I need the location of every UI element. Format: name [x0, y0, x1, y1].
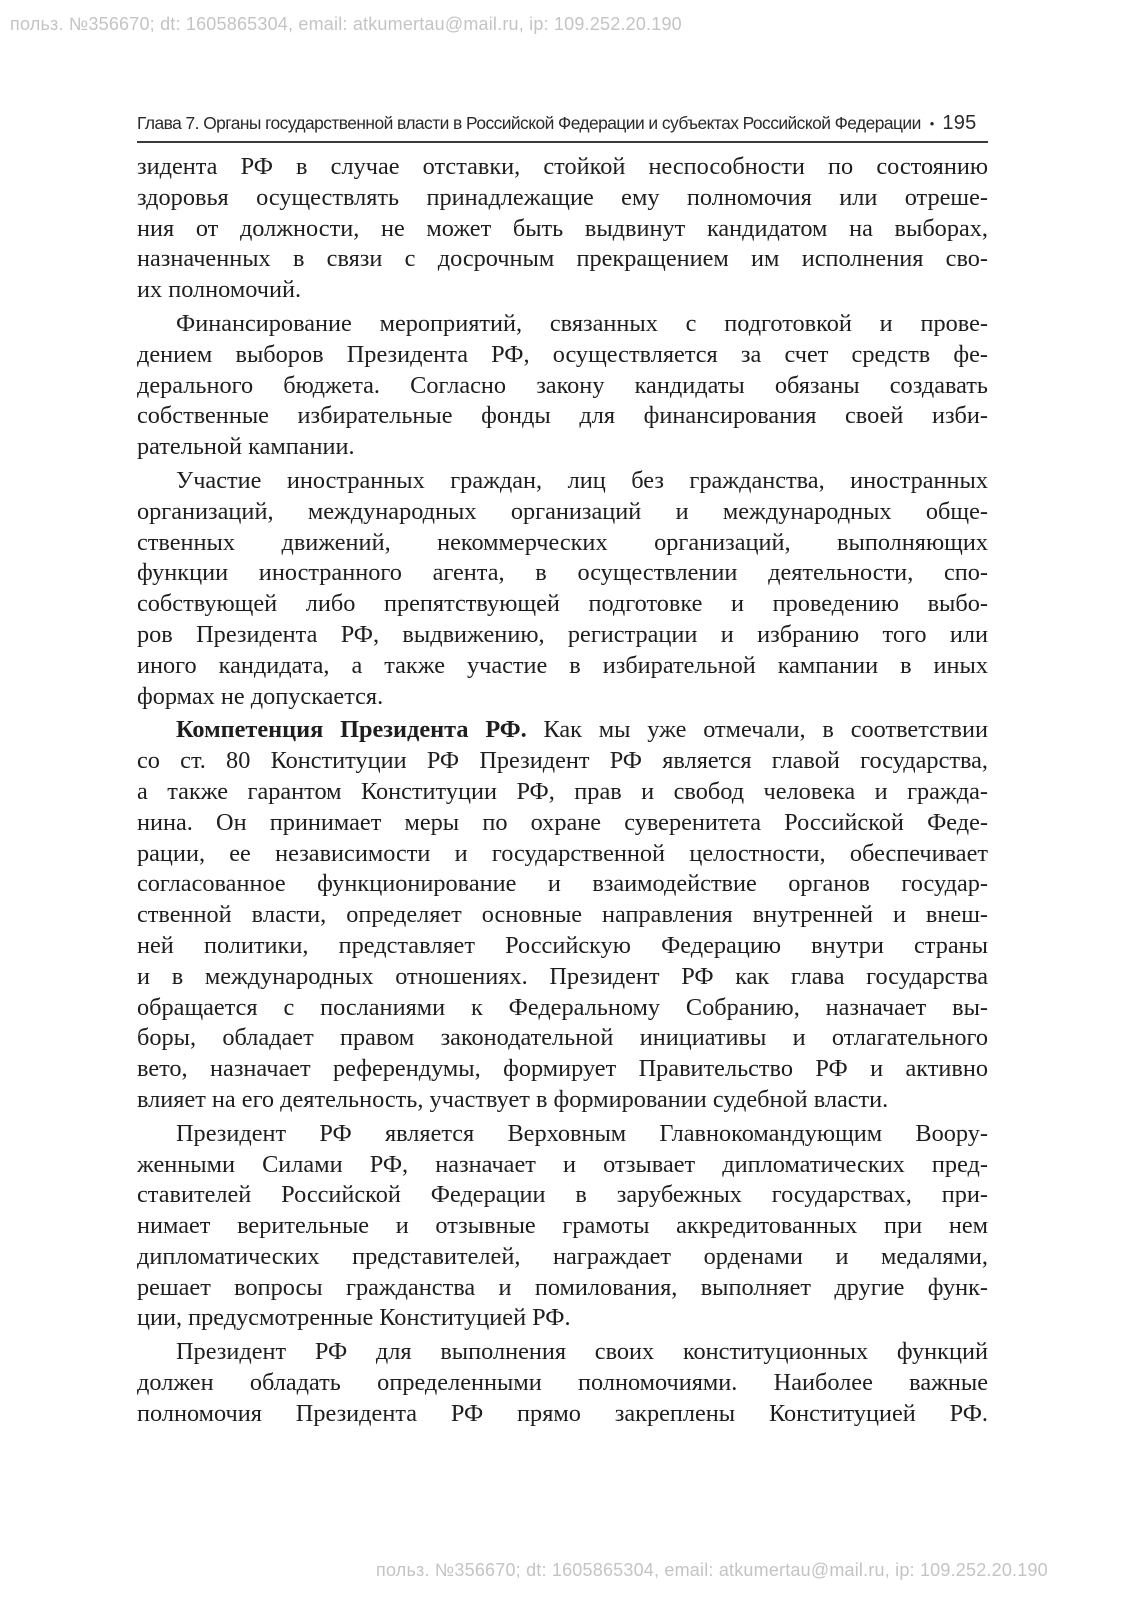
watermark-bottom: польз. №356670; dt: 1605865304, email: atkumertau@mail.ru, ip: 109.252.20.190 — [376, 1560, 1048, 1580]
text-line: вето, назначает референдумы, формирует Правительство РФ и активно — [137, 1055, 988, 1083]
chapter-title: Глава 7. Органы государственной власти в Российской Федерации и субъектах Российской Федерации — [137, 112, 921, 133]
text-line: согласованное функционирование и взаимодействие органов государ- — [137, 870, 988, 898]
header-bullet: • — [929, 115, 935, 131]
text-line: должен обладать определенными полномочиями. Наиболее важные — [137, 1369, 988, 1397]
text-line: женными Силами РФ, назначает и отзывает дипломатических пред- — [137, 1150, 988, 1178]
text-line: влияет на его деятельность, участвует в формировании судебной власти. — [137, 1085, 889, 1113]
text-line: рательной кампании. — [137, 433, 355, 461]
text-line: ров Президента РФ, выдвижению, регистрации и избранию того или — [137, 620, 988, 648]
text-line: боры, обладает правом законодательной инициативы и отлагательного — [137, 1024, 988, 1052]
text-line: нина. Он принимает меры по охране суверенитета Российской Феде- — [137, 808, 988, 836]
text-line: дерального бюджета. Согласно закону кандидаты обязаны создавать — [137, 371, 988, 399]
page-number: 195 — [942, 111, 977, 134]
text-line: нимает верительные и отзывные грамоты аккредитованных при нем — [137, 1212, 988, 1240]
text-line: со ст. 80 Конституции РФ Президент РФ является главой государства, — [137, 747, 988, 775]
text-line: полномочия Президента РФ прямо закреплены Конституцией РФ. — [137, 1399, 988, 1427]
running-head — [137, 110, 988, 136]
text-line: назначенных в связи с досрочным прекращением им исполнения сво- — [137, 245, 988, 273]
text-line: Финансирование мероприятий, связанных с подготовкой и прове- — [176, 309, 988, 337]
text-line: функции иностранного агента, в осуществлении деятельности, спо- — [137, 559, 988, 587]
text-line: и в международных отношениях. Президент РФ как глава государства — [137, 962, 988, 990]
text-fragment: Как мы уже отмечали, в соответствии — [526, 716, 988, 744]
text-line: Президент РФ для выполнения своих конституционных функций — [176, 1338, 988, 1366]
text-line: а также гарантом Конституции РФ, прав и свобод человека и гражда- — [137, 777, 988, 805]
text-line: ственных движений, некоммерческих организаций, выполняющих — [137, 528, 988, 556]
header-rule — [137, 141, 988, 143]
text-line: собственные избирательные фонды для финансирования своей изби- — [137, 402, 988, 430]
text-line: зидента РФ в случае отставки, стойкой неспособности по состоянию — [137, 153, 988, 180]
text-line: дением выборов Президента РФ, осуществляется за счет средств фе- — [137, 340, 988, 368]
text-line: обращается с посланиями к Федеральному Собранию, назначает вы- — [137, 993, 988, 1021]
text-line: ставителей Российской Федерации в зарубежных государствах, при- — [137, 1181, 988, 1209]
text-line: собствующей либо препятствующей подготовке и проведению выбо- — [137, 590, 988, 618]
text-line — [137, 715, 988, 746]
text-line: организаций, международных организаций и международных обще- — [137, 497, 988, 525]
text-line: решает вопросы гражданства и помилования, выполняет другие функ- — [137, 1273, 988, 1301]
text-line: Президент РФ является Верховным Главнокомандующим Воору- — [176, 1119, 988, 1147]
watermark-top: польз. №356670; dt: 1605865304, email: atkumertau@mail.ru, ip: 109.252.20.190 — [10, 14, 682, 34]
text-line: рации, ее независимости и государственной целостности, обеспечивает — [137, 839, 988, 867]
text-line: ственной власти, определяет основные направления внутренней и внеш- — [137, 901, 988, 929]
text-line: формах не допускается. — [137, 682, 384, 710]
section-heading: Компетенция Президента РФ. — [176, 716, 527, 744]
text-line: ния от должности, не может быть выдвинут кандидатом на выборах, — [137, 214, 988, 242]
text-line: ней политики, представляет Российскую Федерацию внутри страны — [137, 931, 988, 959]
text-line: здоровья осуществлять принадлежащие ему полномочия или отреше- — [137, 183, 988, 211]
text-line: дипломатических представителей, награждает орденами и медалями, — [137, 1242, 988, 1270]
text-line: иного кандидата, а также участие в избирательной кампании в иных — [137, 651, 988, 679]
body-text — [137, 152, 988, 1430]
text-line: ции, предусмотренные Конституцией РФ. — [137, 1304, 571, 1332]
text-line: Участие иностранных граждан, лиц без гражданства, иностранных — [176, 466, 988, 494]
text-line: их полномочий. — [137, 276, 302, 304]
